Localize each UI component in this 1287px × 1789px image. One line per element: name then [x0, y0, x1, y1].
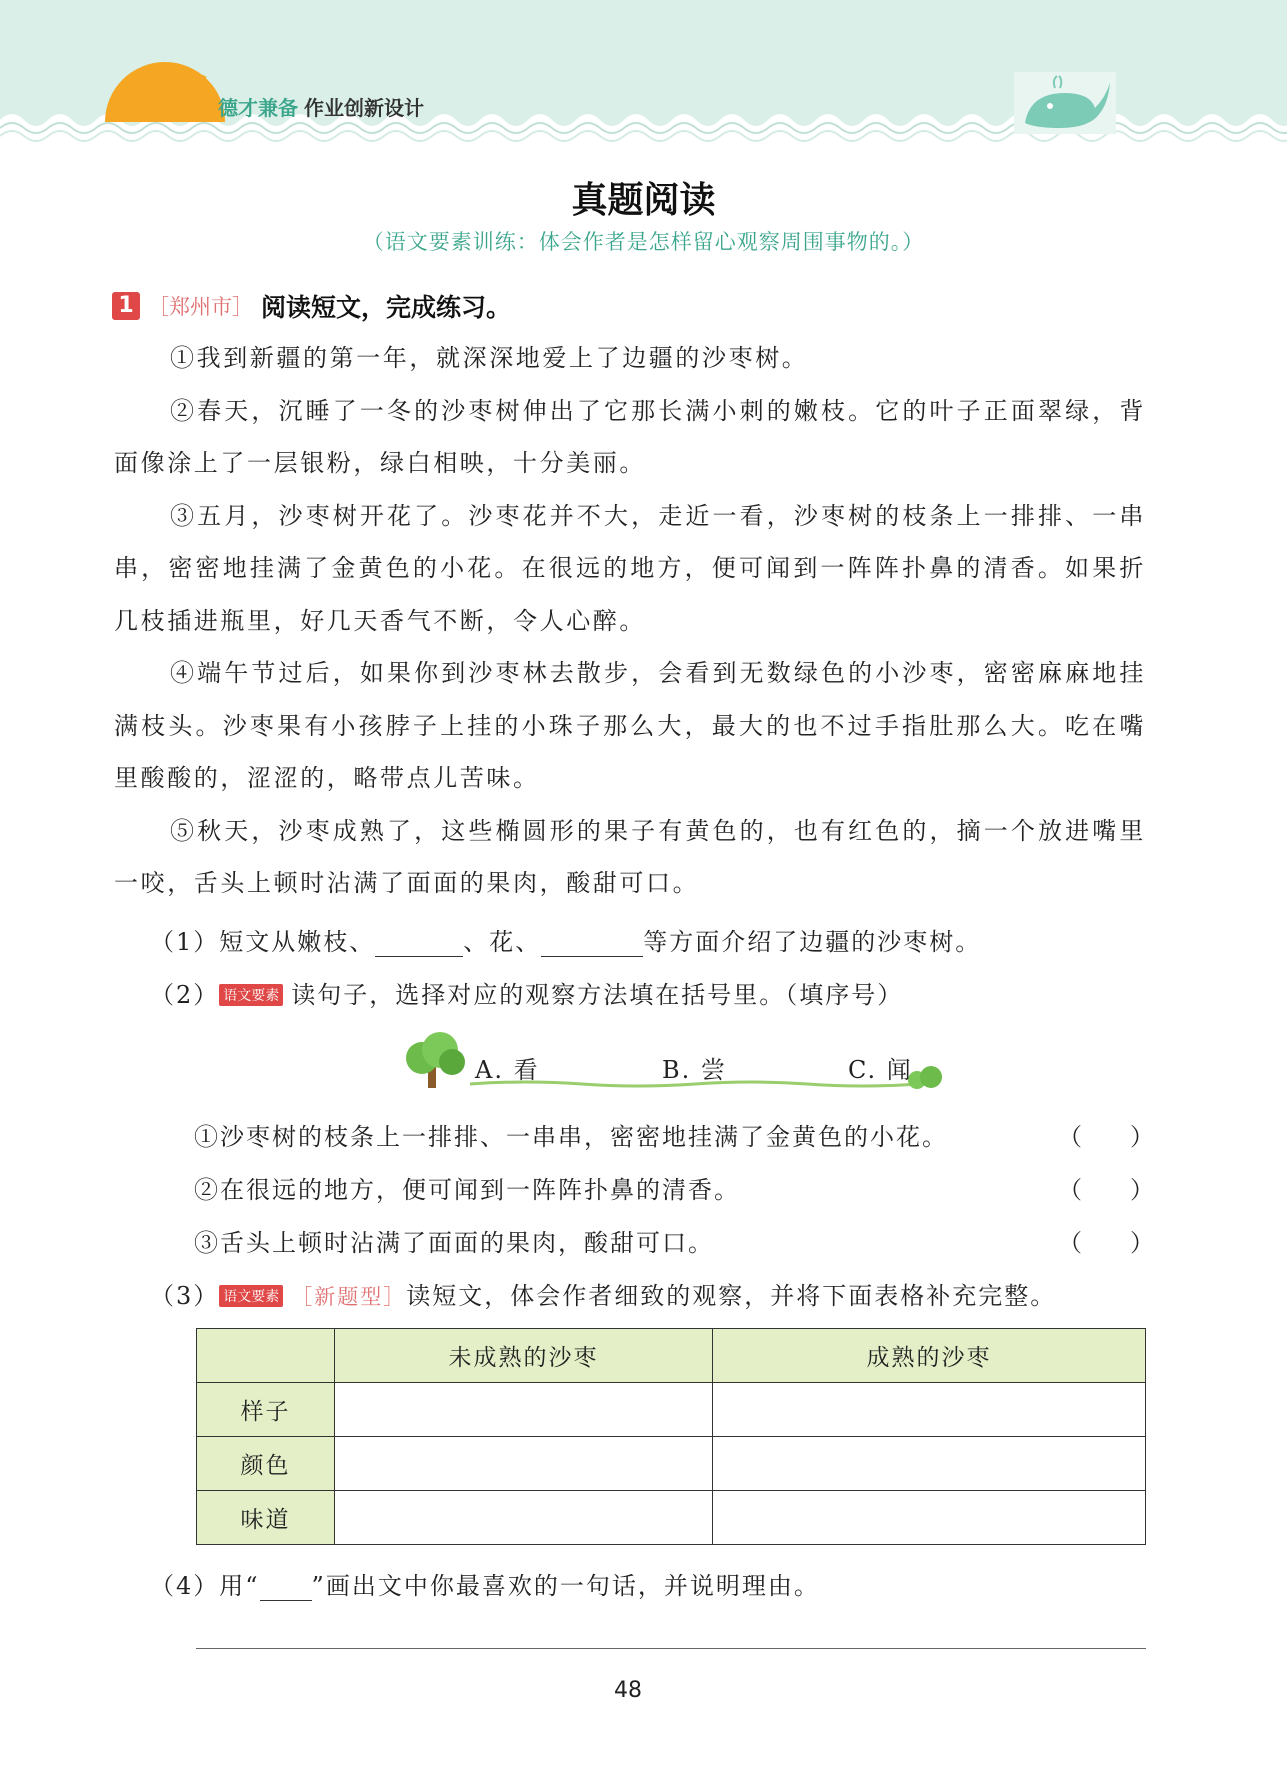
- table-header-row: [197, 1329, 1146, 1383]
- q2-answer-3[interactable]: （ ）: [1058, 1229, 1154, 1257]
- q1-blank-1[interactable]: [375, 932, 463, 957]
- question-header: [112, 288, 511, 324]
- row-label-taste: 味道: [197, 1491, 335, 1545]
- question-4: [150, 1566, 820, 1601]
- q1-text-b: 、花、: [463, 928, 542, 956]
- sun-icon: [100, 60, 230, 140]
- q3-label: （3）: [150, 1282, 220, 1310]
- brand: [218, 92, 424, 121]
- cell-shape-unripe[interactable]: [335, 1383, 713, 1437]
- q2-item-1: ①沙枣树的枝条上一排排、一串串，密密地挂满了金黄色的小花。: [194, 1123, 948, 1151]
- table-row: [197, 1437, 1146, 1491]
- table-row: [197, 1491, 1146, 1545]
- cell-shape-ripe[interactable]: [713, 1383, 1146, 1437]
- paragraph-4: ④端午节过后，如果你到沙枣林去散步，会看到无数绿色的小沙枣，密密麻麻地挂满枝头。沙枣果有小孩脖子上挂的小珠子那么大，最大的也不过手指肚那么大。吃在嘴里酸酸的，涩涩的，略带点儿苦味。: [114, 659, 1146, 792]
- option-c: C. 闻: [848, 1056, 913, 1084]
- cell-color-unripe[interactable]: [335, 1437, 713, 1491]
- q4-text-a: （4）用“: [150, 1572, 260, 1600]
- q4-underline-sample: [260, 1576, 312, 1601]
- reading-passage: [114, 332, 1146, 910]
- q3-tag: 语文要素: [219, 1285, 283, 1307]
- q2-answer-2[interactable]: （ ）: [1058, 1176, 1154, 1204]
- q1-text-c: 等方面介绍了边疆的沙枣树。: [643, 928, 982, 956]
- question-1: [150, 922, 981, 957]
- table-header-ripe: 成熟的沙枣: [713, 1329, 1146, 1383]
- question-instruction: 阅读短文，完成练习。: [261, 293, 512, 322]
- page-number-badge: [600, 1668, 660, 1720]
- question-source: ［郑州市］: [148, 295, 253, 319]
- whale-icon: [1010, 68, 1120, 138]
- option-b: B. 尝: [662, 1056, 727, 1084]
- row-label-shape: 样子: [197, 1383, 335, 1437]
- paragraph-1: ①我到新疆的第一年，就深深地爱上了边疆的沙枣树。: [170, 344, 809, 372]
- q1-blank-2[interactable]: [541, 932, 643, 957]
- q2-item-3: ③舌头上顿时沾满了面面的果肉，酸甜可口。: [194, 1229, 714, 1257]
- q2-item-2: ②在很远的地方，便可闻到一阵阵扑鼻的清香。: [194, 1176, 740, 1204]
- q2-text: 读句子，选择对应的观察方法填在括号里。（填序号）: [291, 981, 904, 1009]
- table-corner: [197, 1329, 335, 1383]
- cell-taste-ripe[interactable]: [713, 1491, 1146, 1545]
- cell-color-ripe[interactable]: [713, 1437, 1146, 1491]
- q3-source: ［新题型］: [291, 1285, 407, 1309]
- q2-tag: 语文要素: [219, 984, 283, 1006]
- q4-text-b: ”画出文中你最喜欢的一句话，并说明理由。: [311, 1572, 820, 1600]
- q2-label: （2）: [150, 981, 220, 1009]
- q1-text-a: （1）短文从嫩枝、: [150, 928, 376, 956]
- observation-table: [196, 1328, 1146, 1545]
- q3-text: 读短文，体会作者细致的观察，并将下面表格补充完整。: [406, 1282, 1057, 1310]
- paragraph-3: ③五月，沙枣树开花了。沙枣花并不大，走近一看，沙枣树的枝条上一排排、一串串，密密地挂满了金黄色的小花。在很远的地方，便可闻到一阵阵扑鼻的清香。如果折几枝插进瓶里，好几天香气不断，令人心醉。: [114, 501, 1146, 635]
- question-number: 1: [112, 292, 140, 320]
- page-number: 48: [614, 1678, 642, 1703]
- cell-taste-unripe[interactable]: [335, 1491, 713, 1545]
- paragraph-5: ⑤秋天，沙枣成熟了，这些椭圆形的果子有黄色的，也有红色的，摘一个放进嘴里一咬，舌头上顿时沾满了面面的果肉，酸甜可口。: [114, 816, 1146, 897]
- brand-part1: 德才兼备: [218, 96, 298, 120]
- option-a: A. 看: [475, 1056, 540, 1084]
- question-3: [150, 1276, 1056, 1311]
- footer-divider: [196, 1648, 1146, 1649]
- row-label-color: 颜色: [197, 1437, 335, 1491]
- question-2: [150, 975, 903, 1010]
- q2-answer-1[interactable]: （ ）: [1058, 1123, 1154, 1151]
- table-header-unripe: 未成熟的沙枣: [335, 1329, 713, 1383]
- tree-icon: [400, 1030, 480, 1092]
- table-row: [197, 1383, 1146, 1437]
- page-title: 真题阅读: [571, 180, 716, 221]
- page-subtitle: （语文要素训练：体会作者是怎样留心观察周围事物的。）: [362, 230, 925, 254]
- paragraph-2: ②春天，沉睡了一冬的沙枣树伸出了它那长满小刺的嫩枝。它的叶子正面翠绿，背面像涂上了一层银粉，绿白相映，十分美丽。: [114, 396, 1146, 477]
- observation-options: [400, 1030, 940, 1090]
- brand-part2: 作业创新设计: [304, 96, 424, 120]
